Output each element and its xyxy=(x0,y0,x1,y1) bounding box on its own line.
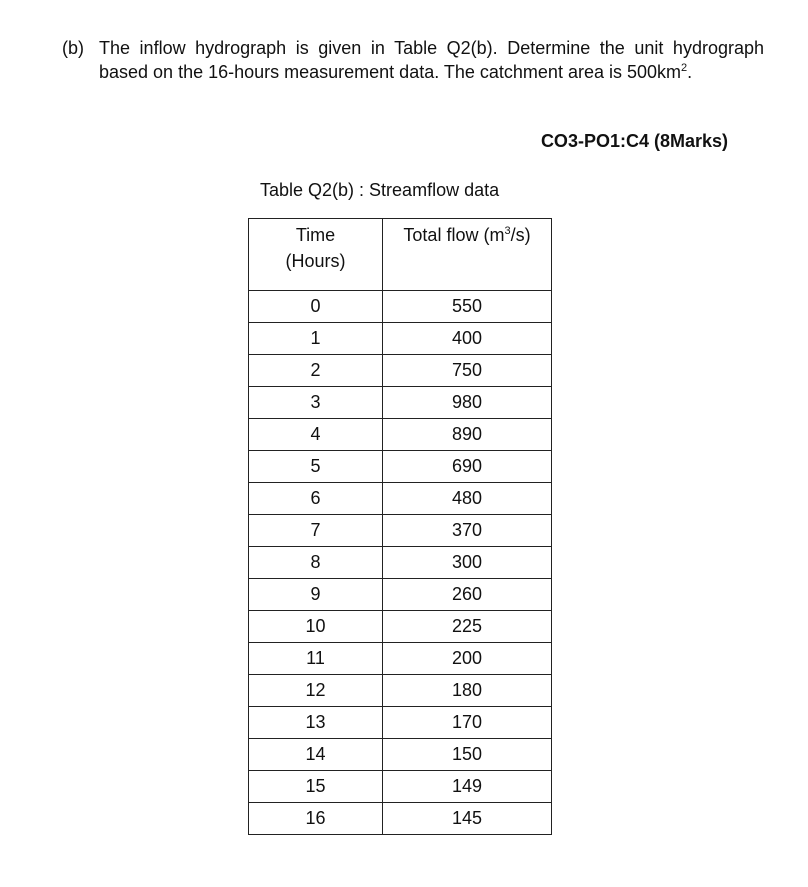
time-header-line2: (Hours) xyxy=(285,251,346,271)
time-cell: 12 xyxy=(249,675,383,707)
flow-header-sup: 3 xyxy=(504,225,511,237)
table-row xyxy=(249,803,552,835)
time-cell: 11 xyxy=(249,643,383,675)
flow-header-prefix: Total flow (m xyxy=(403,225,505,245)
flow-cell: 890 xyxy=(383,419,552,451)
marks-label: CO3-PO1:C4 (8Marks) xyxy=(540,131,728,151)
time-cell: 6 xyxy=(249,483,383,515)
flow-cell: 400 xyxy=(383,323,552,355)
table-row xyxy=(249,707,552,739)
table-row xyxy=(249,739,552,771)
table-row xyxy=(249,291,552,323)
time-cell: 10 xyxy=(249,611,383,643)
time-cell: 0 xyxy=(249,291,383,323)
flow-header-suffix: /s) xyxy=(510,225,531,245)
time-header-line1: Time xyxy=(295,225,336,245)
question-block xyxy=(62,36,764,84)
time-cell: 16 xyxy=(249,803,383,835)
table-row xyxy=(249,643,552,675)
table-caption: Table Q2(b) : Streamflow data xyxy=(260,180,500,200)
question-label: (b) xyxy=(62,38,84,58)
question-text-end: . xyxy=(687,62,693,82)
table-row xyxy=(249,611,552,643)
area-superscript: 2 xyxy=(681,62,688,74)
flow-cell: 550 xyxy=(383,291,552,323)
time-cell: 14 xyxy=(249,739,383,771)
table-body xyxy=(249,291,552,835)
table-row xyxy=(249,387,552,419)
flow-cell: 980 xyxy=(383,387,552,419)
time-cell: 7 xyxy=(249,515,383,547)
time-cell: 9 xyxy=(249,579,383,611)
flow-cell: 225 xyxy=(383,611,552,643)
question-text xyxy=(99,36,764,84)
flow-cell: 480 xyxy=(383,483,552,515)
time-cell: 8 xyxy=(249,547,383,579)
streamflow-table xyxy=(248,218,552,835)
flow-cell: 200 xyxy=(383,643,552,675)
time-cell: 5 xyxy=(249,451,383,483)
flow-header xyxy=(383,219,552,291)
flow-cell: 750 xyxy=(383,355,552,387)
flow-cell: 370 xyxy=(383,515,552,547)
flow-cell: 149 xyxy=(383,771,552,803)
flow-cell: 180 xyxy=(383,675,552,707)
time-header xyxy=(249,219,383,291)
time-cell: 1 xyxy=(249,323,383,355)
flow-cell: 300 xyxy=(383,547,552,579)
table-row xyxy=(249,323,552,355)
time-cell: 2 xyxy=(249,355,383,387)
flow-cell: 170 xyxy=(383,707,552,739)
table-header-row xyxy=(249,219,552,291)
flow-cell: 150 xyxy=(383,739,552,771)
flow-cell: 260 xyxy=(383,579,552,611)
table-row xyxy=(249,483,552,515)
flow-cell: 145 xyxy=(383,803,552,835)
table-row xyxy=(249,675,552,707)
time-cell: 4 xyxy=(249,419,383,451)
time-cell: 3 xyxy=(249,387,383,419)
table-row xyxy=(249,451,552,483)
question-text-main: The inflow hydrograph is given in Table Q2(b). Determine the unit hydrograph based on the 16-hours measurement data. The catchment area is 500km xyxy=(99,38,764,82)
table-row xyxy=(249,579,552,611)
time-cell: 13 xyxy=(249,707,383,739)
table-row xyxy=(249,771,552,803)
table-row xyxy=(249,419,552,451)
flow-cell: 690 xyxy=(383,451,552,483)
time-cell: 15 xyxy=(249,771,383,803)
table-row xyxy=(249,355,552,387)
table-row xyxy=(249,547,552,579)
table-row xyxy=(249,515,552,547)
